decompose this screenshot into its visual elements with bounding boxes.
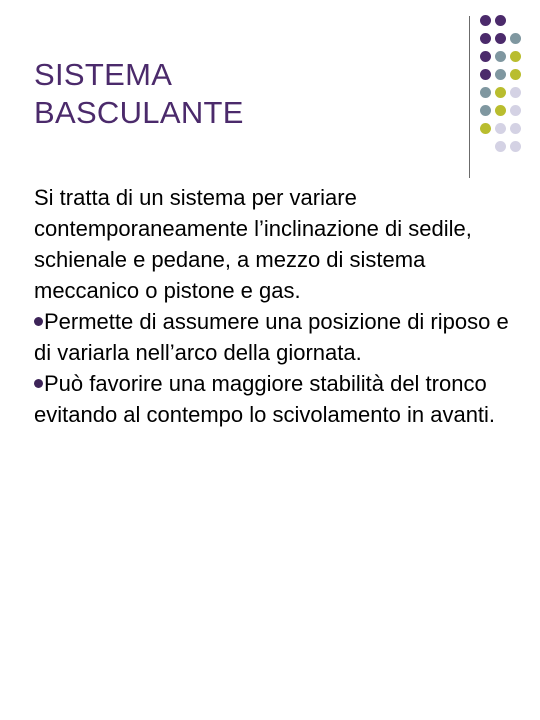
decorative-dot [480, 105, 491, 116]
vertical-divider [469, 16, 470, 178]
decorative-dot [495, 51, 506, 62]
decorative-dot [495, 105, 506, 116]
bullet-text: Permette di assumere una posizione di riposo e di variarla nell’arco della giornata. [34, 309, 509, 365]
bullet-dot-icon [34, 317, 43, 326]
decorative-dot [480, 15, 491, 26]
bullet-text: Può favorire una maggiore stabilità del tronco evitando al contempo lo scivolamento in avanti. [34, 371, 496, 427]
slide-title [34, 56, 434, 132]
decorative-dot [510, 141, 521, 152]
decorative-dot [480, 51, 491, 62]
decorative-dot [480, 69, 491, 80]
decorative-dot [495, 15, 506, 26]
slide-body [34, 182, 524, 430]
slide-title-line-1: SISTEMA [34, 57, 173, 92]
bullet-dot-icon [34, 379, 43, 388]
decorative-dot [510, 123, 521, 134]
decorative-dot [495, 69, 506, 80]
decorative-dot [510, 51, 521, 62]
slide-title-line-2: BASCULANTE [34, 95, 244, 130]
decorative-dot [480, 87, 491, 98]
decorative-dot [480, 123, 491, 134]
intro-paragraph: Si tratta di un sistema per variare contemporaneamente l’inclinazione di sedile, schienale e pedane, a mezzo di sistema meccanico o pistone e gas. [34, 185, 472, 303]
bullet-item [34, 306, 524, 368]
decorative-dot [495, 33, 506, 44]
decorative-dot [510, 33, 521, 44]
bullet-item [34, 368, 524, 430]
decorative-dot [495, 123, 506, 134]
decorative-dot [510, 87, 521, 98]
decorative-dot [480, 33, 491, 44]
decorative-dot [510, 105, 521, 116]
decorative-dot [510, 69, 521, 80]
decorative-dot [495, 87, 506, 98]
decorative-dot [495, 141, 506, 152]
